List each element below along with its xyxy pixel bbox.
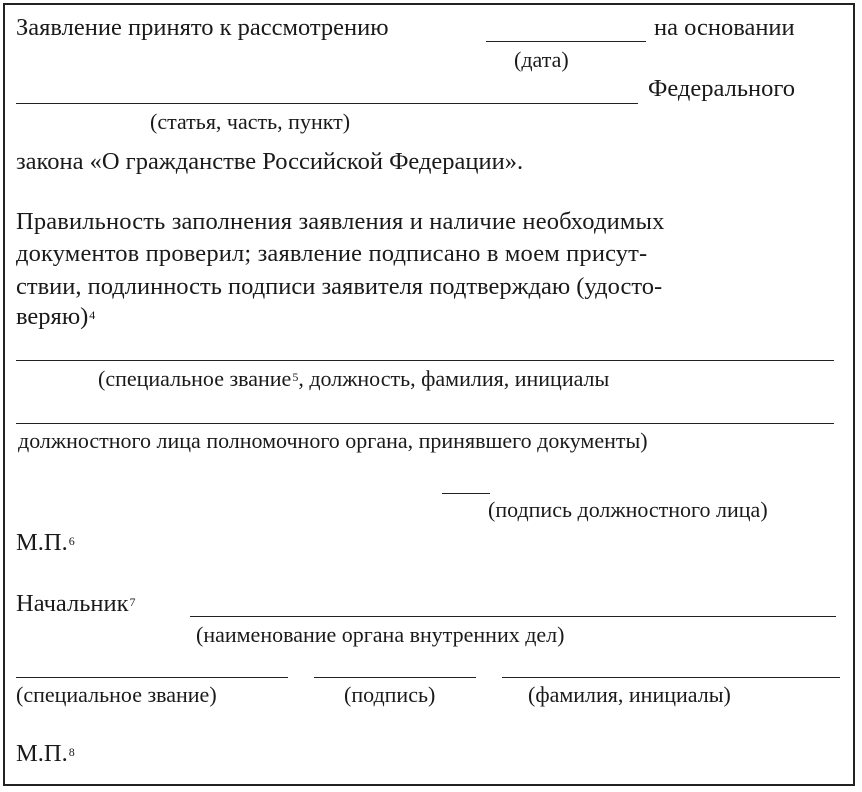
footnote-marker: 4 bbox=[89, 308, 96, 322]
date-label: (дата) bbox=[514, 47, 569, 72]
article-label: (статья, часть, пункт) bbox=[150, 109, 351, 134]
official-signature-label: (подпись должностного лица) bbox=[488, 497, 768, 522]
organ-blank bbox=[190, 616, 836, 617]
name-label: (фамилия, инициалы) bbox=[528, 682, 731, 707]
law-text: закона «О гражданстве Российской Федерации». bbox=[16, 148, 524, 175]
signature-blank bbox=[314, 677, 476, 678]
chief-text: Начальник$^7$ bbox=[16, 590, 136, 617]
paragraph-line-2: документов проверил; заявление подписано в моем присут- bbox=[16, 240, 648, 267]
rank-position-label: (специальное звание$^5$, должность, фамилия, инициалы bbox=[98, 366, 610, 391]
rank-position-blank bbox=[16, 360, 834, 361]
footnote-marker: 5 bbox=[292, 370, 299, 384]
official-label: должностного лица полномочного органа, принявшего документы) bbox=[18, 428, 648, 453]
footnote-marker: 7 bbox=[129, 595, 136, 609]
footnote-marker: 6 bbox=[68, 534, 75, 548]
name-blank bbox=[502, 677, 840, 678]
form-frame bbox=[3, 3, 855, 786]
date-blank bbox=[486, 41, 646, 42]
signature-label: (подпись) bbox=[344, 682, 436, 707]
statement-accepted-text: Заявление принято к рассмотрению bbox=[16, 14, 389, 41]
rank-label: (специальное звание) bbox=[16, 682, 217, 707]
organ-label: (наименование органа внутренних дел) bbox=[196, 622, 565, 647]
article-blank bbox=[16, 103, 638, 104]
paragraph-line-1: Правильность заполнения заявления и наличие необходимых bbox=[16, 208, 665, 235]
stamp-place-2: М.П.$^8$ bbox=[16, 740, 75, 767]
federal-text: Федерального bbox=[648, 75, 796, 102]
paragraph-line-4: веряю)$^4$ bbox=[16, 303, 96, 330]
official-signature-blank bbox=[442, 493, 490, 494]
stamp-place-1: М.П.$^6$ bbox=[16, 529, 75, 556]
official-blank bbox=[16, 423, 834, 424]
footnote-marker: 8 bbox=[68, 745, 75, 759]
on-basis-text: на основании bbox=[654, 14, 795, 41]
rank-blank bbox=[16, 677, 288, 678]
paragraph-line-3: ствии, подлинность подписи заявителя подтверждаю (удосто- bbox=[16, 273, 663, 300]
